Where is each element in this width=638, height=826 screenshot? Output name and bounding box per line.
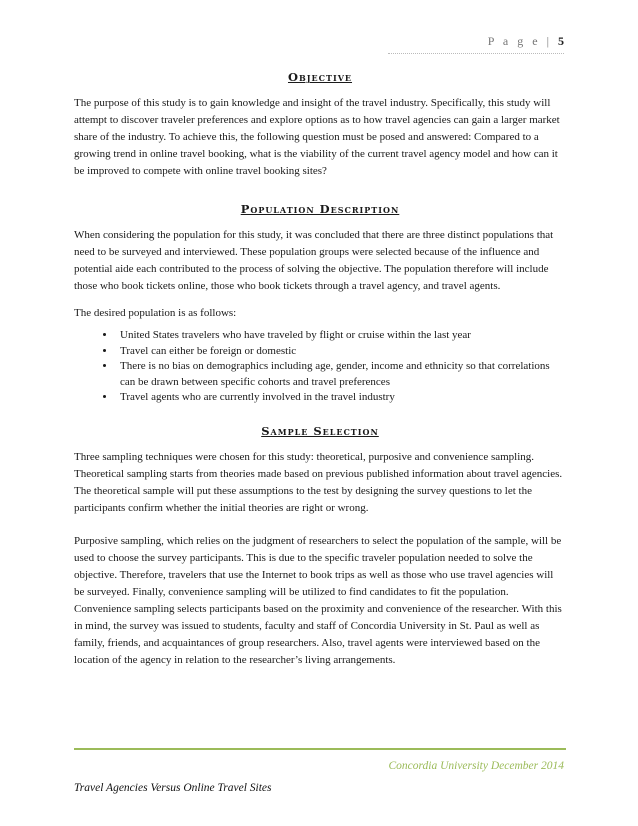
list-item: • Travel agents who are currently involved in the travel industry	[116, 390, 566, 406]
objective-section	[74, 70, 566, 180]
page-label: P a g e |	[487, 34, 552, 48]
footer-divider	[74, 748, 566, 750]
document-body	[74, 70, 566, 679]
list-item: • There is no bias on demographics including age, gender, income and ethnicity so that correlations can be drawn between specific cohorts and travel preferences	[116, 359, 566, 390]
page-header	[488, 34, 564, 49]
population-list	[74, 328, 566, 406]
footer-date: Concordia University December 2014	[388, 760, 564, 772]
list-item: • United States travelers who have traveled by flight or cruise within the last year	[116, 328, 566, 344]
population-paragraph: When considering the population for this study, it was concluded that there are three distinct populations that need to be surveyed and interviewed. These population groups were selected because of the influence and potential aide each contributed to the process of solving the objective. The population therefore will include those who book tickets online, those who book tickets through a travel agency, and travel agents.	[74, 229, 554, 292]
population-intro: The desired population is as follows:	[74, 307, 237, 319]
header-divider	[388, 53, 564, 54]
population-section	[74, 202, 566, 406]
sample-heading: Sample Selection	[261, 423, 379, 438]
page-number: 5	[558, 34, 564, 48]
population-heading: Population Description	[240, 202, 400, 216]
sample-section	[74, 424, 566, 669]
sample-paragraph-2: Purposive sampling, which relies on the judgment of researchers to select the population of the sample, will be used to choose the survey participants. This is due to the specific traveler population needed to solve the objective. Therefore, travelers that use the Internet to book trips as well as those who use travel agencies will be surveyed. Finally, convenience sampling will be utilized to find candidates to fit the population. Convenience sampling selects participants based on the proximity and convenience of the researcher. With this in mind, the survey was issued to students, faculty and staff of Concordia University in St. Paul as well as family, friends, and acquaintances of group researchers. Also, travel agents were interviewed based on the location of the agency in relation to the researcher’s living arrangements.	[74, 534, 562, 666]
objective-paragraph: The purpose of this study is to gain knowledge and insight of the travel industry. Specifically, this study will attempt to discover traveler preferences and explore options as to how travel agencies can gain a larger market share of the industry. To achieve this, the following question must be posed and answered: Compared to a growing trend in online travel booking, what is the viability of the current travel agency model and how can it be improved to compete with online travel booking sites?	[74, 97, 560, 177]
list-item: • Travel can either be foreign or domestic	[116, 344, 566, 360]
footer-title: Travel Agencies Versus Online Travel Sites	[74, 782, 272, 794]
sample-paragraph-1: Three sampling techniques were chosen for this study: theoretical, purposive and convenience sampling. Theoretical sampling starts from theories made based on previous published information about travel agencies. The theoretical sample will put these assumptions to the test by designing the survey questions to let the participants confirm whether the initial theories are right or wrong.	[74, 450, 563, 514]
objective-heading: Objective	[287, 70, 353, 84]
